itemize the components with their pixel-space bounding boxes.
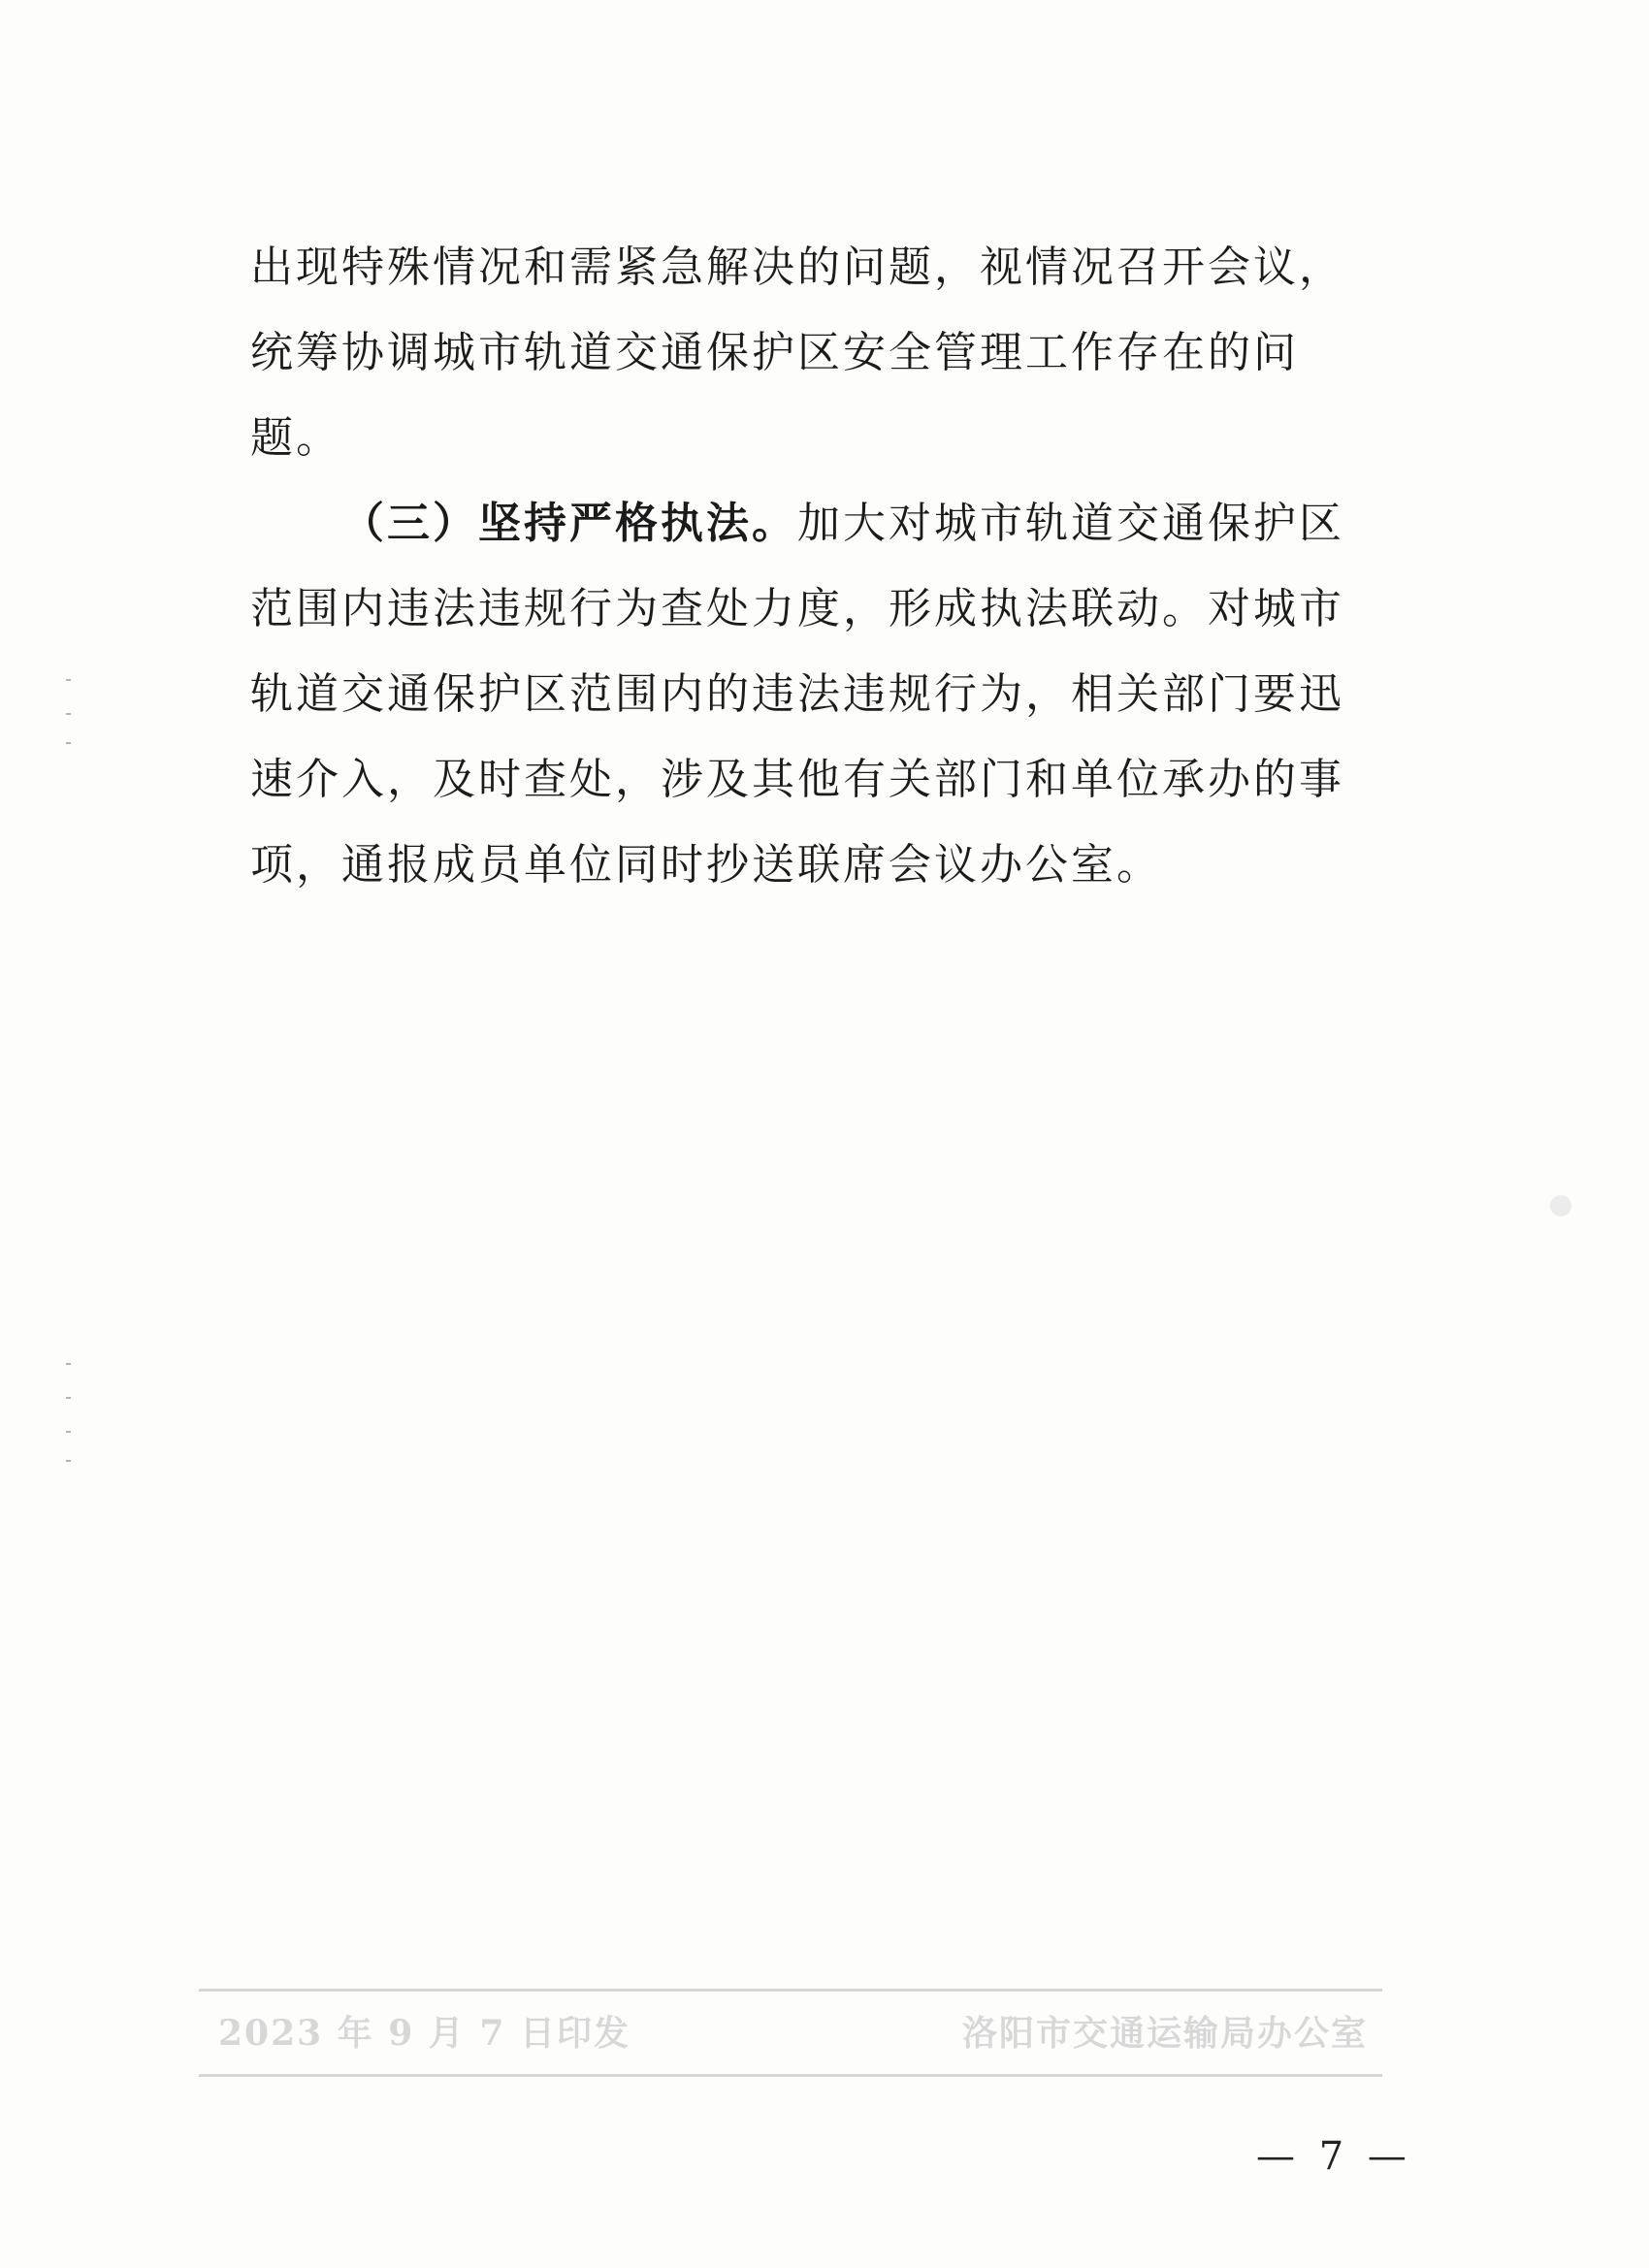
print-issuance-line — [218, 2008, 1368, 2058]
paragraph-strict-enforcement — [250, 481, 1385, 908]
section-heading-strict-enforcement: （三）坚持严格执法。 — [341, 499, 797, 548]
scan-speck — [66, 1363, 71, 1365]
scan-speck — [66, 742, 71, 744]
footer-top-rule — [199, 1989, 1382, 1992]
scan-speck — [66, 713, 71, 715]
scan-speck — [1550, 1195, 1571, 1216]
scan-speck — [66, 1460, 71, 1462]
scan-speck — [66, 1397, 71, 1399]
document-body — [250, 225, 1385, 908]
issue-date: 2023 年 9 月 7 日印发 — [218, 2013, 630, 2054]
paragraph-body-strict-enforcement: 加大对城市轨道交通保护区范围内违法违规行为查处力度，形成执法联动。对城市轨道交通保护区范围内的违法违规行为，相关部门要迅速介入，及时查处，涉及其他有关部门和单位承办的事项，通报成员单位同时抄送联席会议办公室。 — [250, 499, 1344, 890]
page-number: — 7 — — [1256, 2134, 1412, 2179]
footer-bottom-rule — [199, 2074, 1382, 2077]
scan-speck — [66, 679, 71, 681]
issuing-office: 洛阳市交通运输局办公室 — [961, 2013, 1368, 2054]
paragraph-continuation: 出现特殊情况和需紧急解决的问题，视情况召开会议，统筹协调城市轨道交通保护区安全管理工作存在的问题。 — [250, 243, 1344, 463]
scan-speck — [66, 1431, 71, 1433]
